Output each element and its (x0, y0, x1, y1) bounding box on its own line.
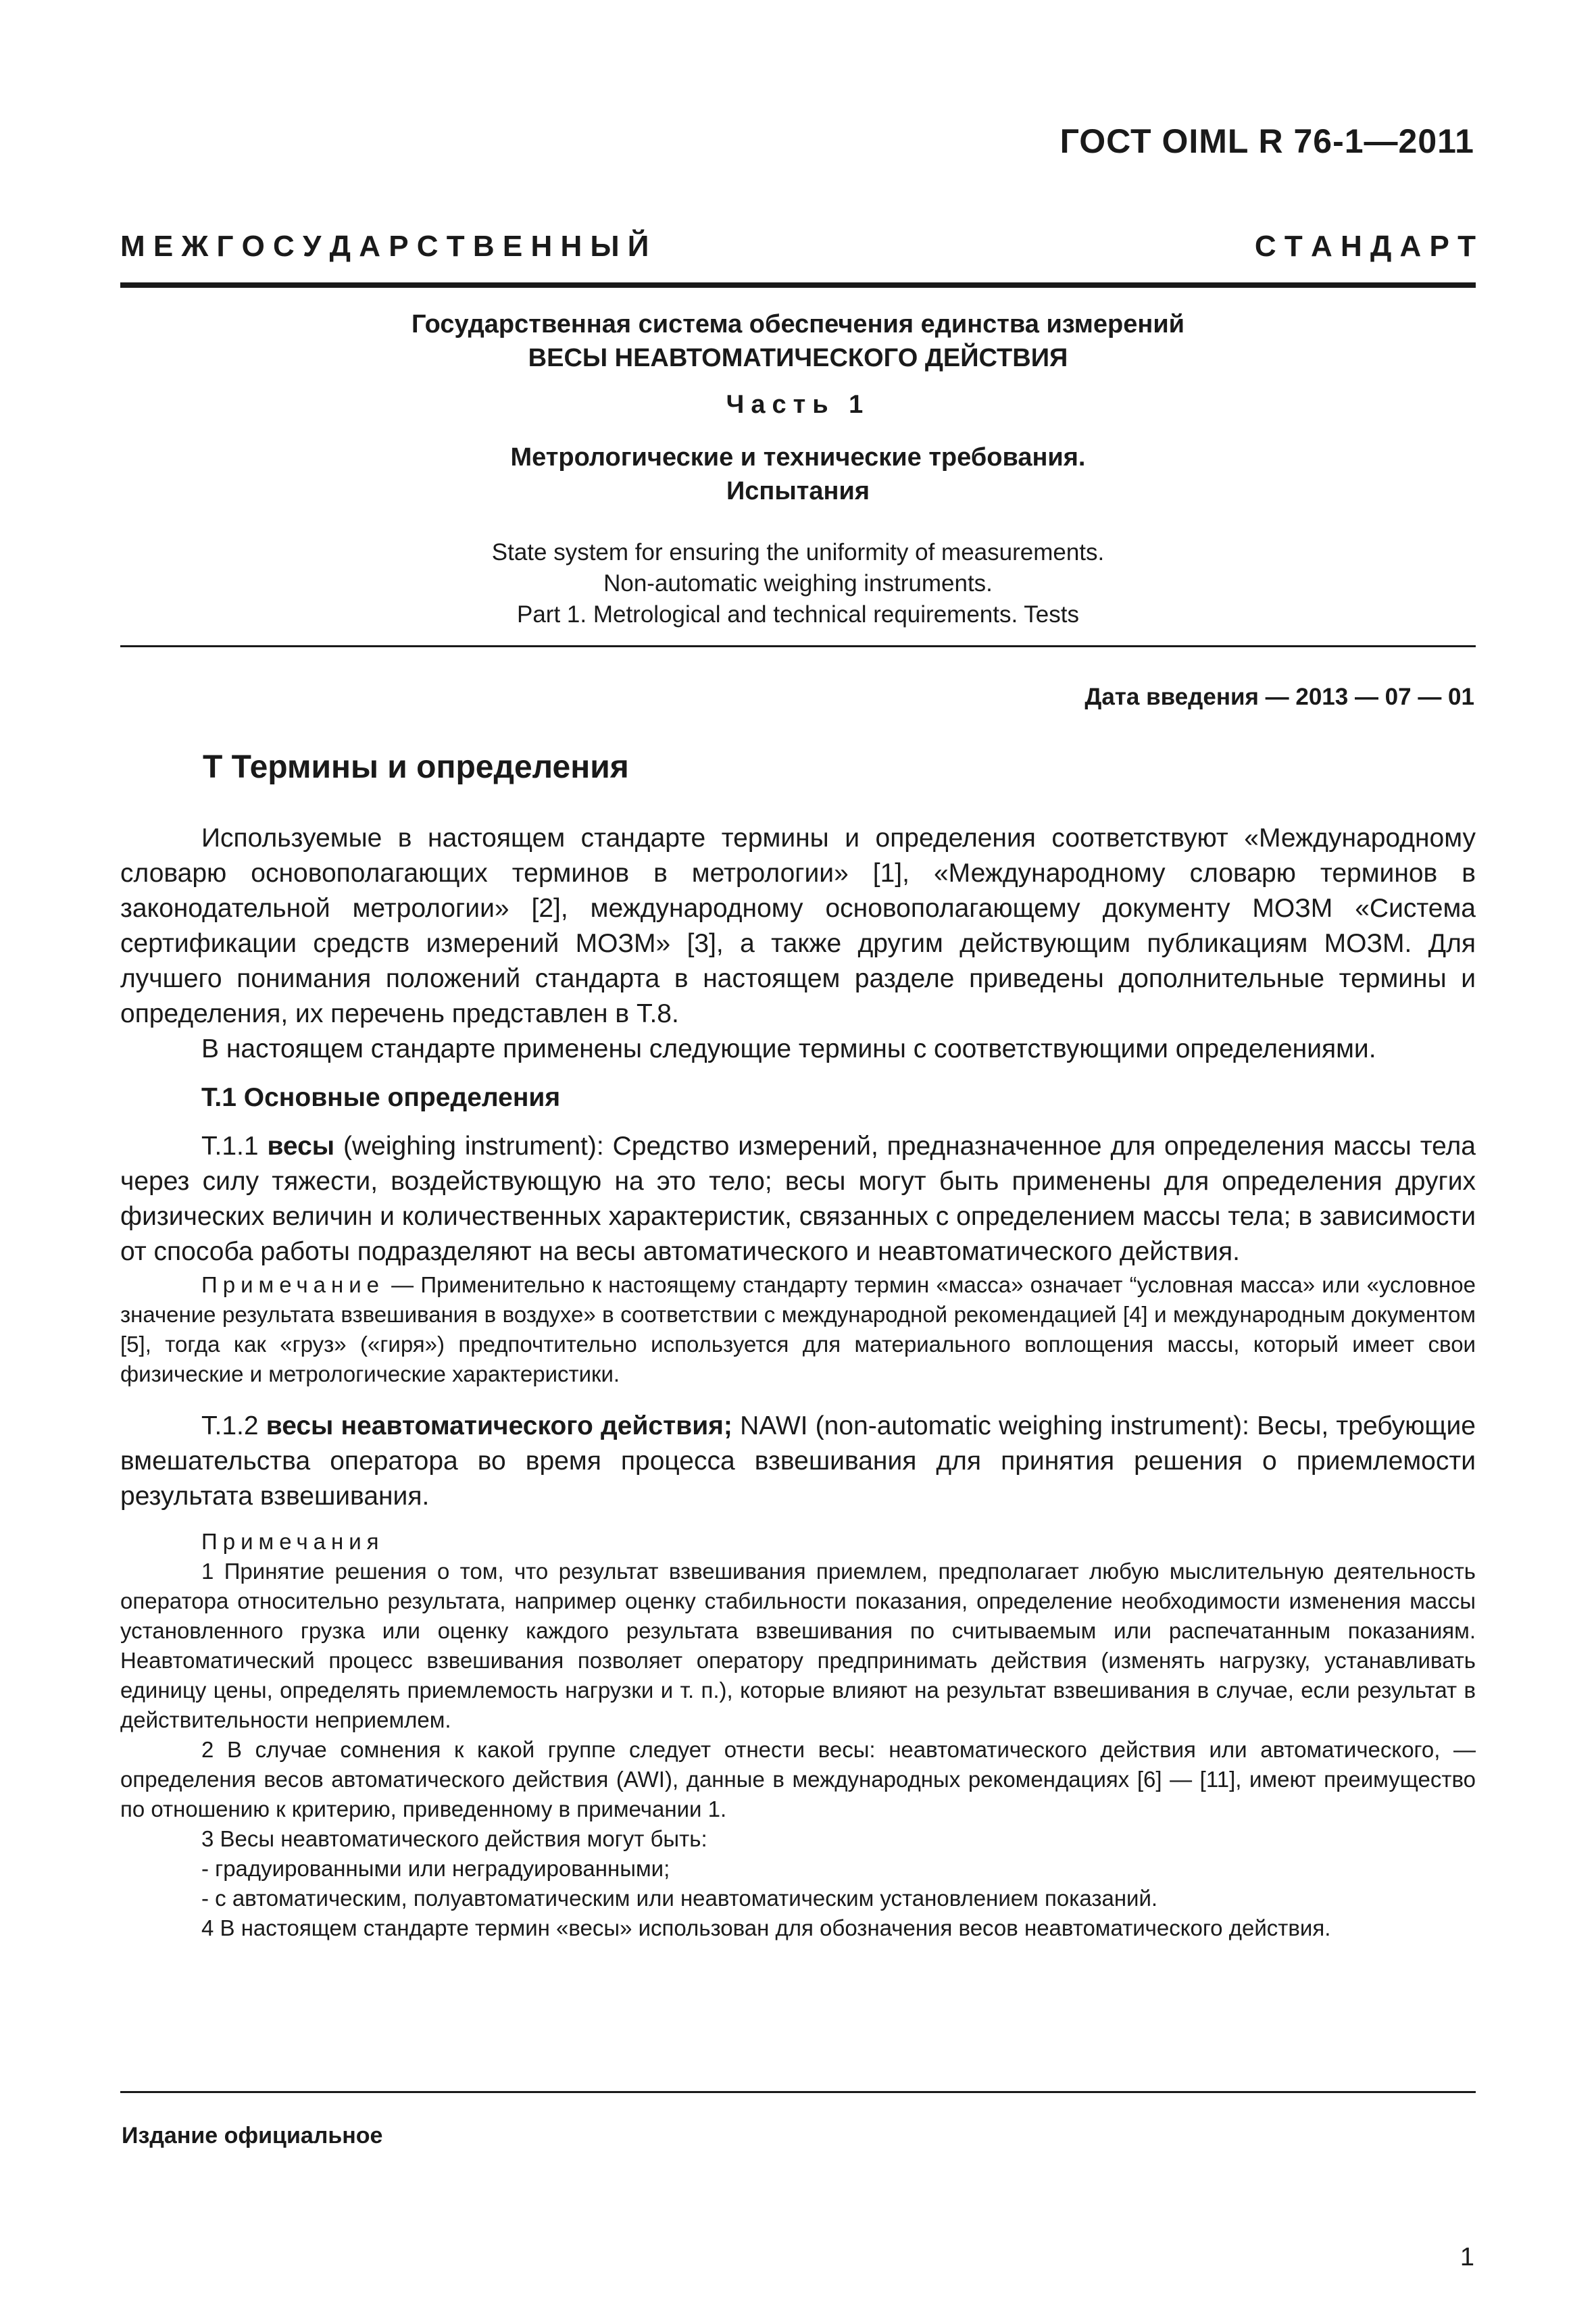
term-t11 (120, 1129, 1476, 1269)
note-1 (120, 1270, 1476, 1389)
note-item-3-b: - с автоматическим, полуавтоматическим или неавтоматическим установлением показаний. (201, 1886, 1158, 1911)
term-t12 (120, 1409, 1476, 1514)
paragraph-intro: Используемые в настоящем стандарте термины и определения соответствуют «Международному словарю основополагающих терминов в метрологии» [1], «Международному словарю терминов в законодательной метрологии» [2], международному основополагающему документу МОЗМ «Система сертификации средств измерений МОЗМ» [3], а также другим действующим публикациям МОЗМ. Для лучшего понимания положений стандарта в настоящем разделе приведены дополнительные термины и определения, их перечень представлен в Т.8. (120, 824, 1476, 1028)
section-heading: Т Термины и определения (203, 749, 629, 785)
note-item-1: 1 Принятие решения о том, что результат взвешивания приемлем, предполагает любую мыслительную деятельность оператора относительно результата, например оценку стабильности показания, определение необходимости изменения массы установленного грузка или оценку каждого результата взвешивания по считываемым или распечатанным показаниям. Неавтоматический процесс взвешивания позволяет оператору предпринимать действия (изменять нагрузку, устанавливать единицу цены, определять приемлемость нагрузки и т. п.), которые влияют на результат взвешивания в случае, если результат в действительности неприемлем. (120, 1559, 1476, 1732)
subtitle-line-1: Метрологические и технические требования. (510, 443, 1086, 472)
introduction-date: Дата введения — 2013 — 07 — 01 (1084, 684, 1474, 710)
note-item-2: 2 В случае сомнения к какой группе следует отнести весы: неавтоматического действия или автоматического, — определения весов автоматического действия (AWI), данные в международных рекомендациях [6] — [11], имеют преимущество по отношению к критерию, приведенному в примечании 1. (120, 1737, 1476, 1821)
note-item-3: 3 Весы неавтоматического действия могут быть: (201, 1826, 707, 1851)
subtitle-line-2: Испытания (726, 477, 870, 505)
term-name: весы неавтоматического действия; (266, 1411, 732, 1440)
top-rule (120, 282, 1476, 288)
note-text: — Применительно к настоящему стандарту термин «масса» означает “условная масса» или «условное значение результата взвешивания в воздухе» в соответствии с международной рекомендацией [4] и международным документом [5], тогда как «груз» («гиря») предпочтительно используется для материального воплощения массы, который имеет свои физические и метрологические характеристики. (120, 1272, 1476, 1386)
document-number: ГОСТ OIML R 76-1—2011 (1059, 122, 1474, 160)
notes-label: Примечания (201, 1529, 384, 1554)
part-label: Часть 1 (726, 391, 870, 419)
term-name: весы (267, 1132, 335, 1161)
title-line-1: Государственная система обеспечения единства измерений (411, 310, 1185, 338)
footer-rule (120, 2091, 1476, 2093)
english-title-1: State system for ensuring the uniformity of measurements. (491, 539, 1105, 565)
paragraph-terms: В настоящем стандарте применены следующие термины с соответствующими определениями. (201, 1034, 1376, 1063)
subsection-heading: Т.1 Основные определения (201, 1083, 561, 1112)
notes-block (120, 1527, 1476, 1943)
term-definition: NAWI (non-automatic weighing instrument): Весы, требующие вмешательства оператора во время процесса взвешивания для принятия решения о приемлемости результата взвешивания. (120, 1411, 1476, 1511)
standard-banner (120, 230, 1476, 263)
banner-word-interstate: М Е Ж Г О С У Д А Р С Т В Е Н Н Ы Й (120, 230, 649, 263)
title-rule (120, 645, 1476, 647)
section-body (120, 821, 1476, 1269)
note-item-3-a: - градуированными или неградуированными; (201, 1856, 670, 1881)
term-number: Т.1.1 (201, 1132, 268, 1161)
banner-word-standard: С Т А Н Д А Р Т (1254, 230, 1476, 263)
english-title-3: Part 1. Metrological and technical requirements. Tests (517, 601, 1079, 628)
english-title-2: Non-automatic weighing instruments. (603, 570, 993, 597)
title-line-2: ВЕСЫ НЕАВТОМАТИЧЕСКОГО ДЕЙСТВИЯ (528, 344, 1068, 372)
term-definition: (weighing instrument): Средство измерений, предназначенное для определения массы тела через силу тяжести, воздействующую на это тело; весы могут быть применены для определения других физических величин и количественных характеристик, связанных с определением массы тела; в зависимости от способа работы подразделяют на весы автоматического и неавтоматического действия. (120, 1132, 1476, 1266)
page-number: 1 (1460, 2243, 1474, 2271)
note-label: Примечание (201, 1272, 385, 1297)
term-t12-block (120, 1409, 1476, 1514)
note-item-4: 4 В настоящем стандарте термин «весы» использован для обозначения весов неавтоматического действия. (201, 1915, 1331, 1940)
term-number: Т.1.2 (201, 1411, 266, 1440)
official-edition-label: Издание официальное (122, 2123, 383, 2148)
